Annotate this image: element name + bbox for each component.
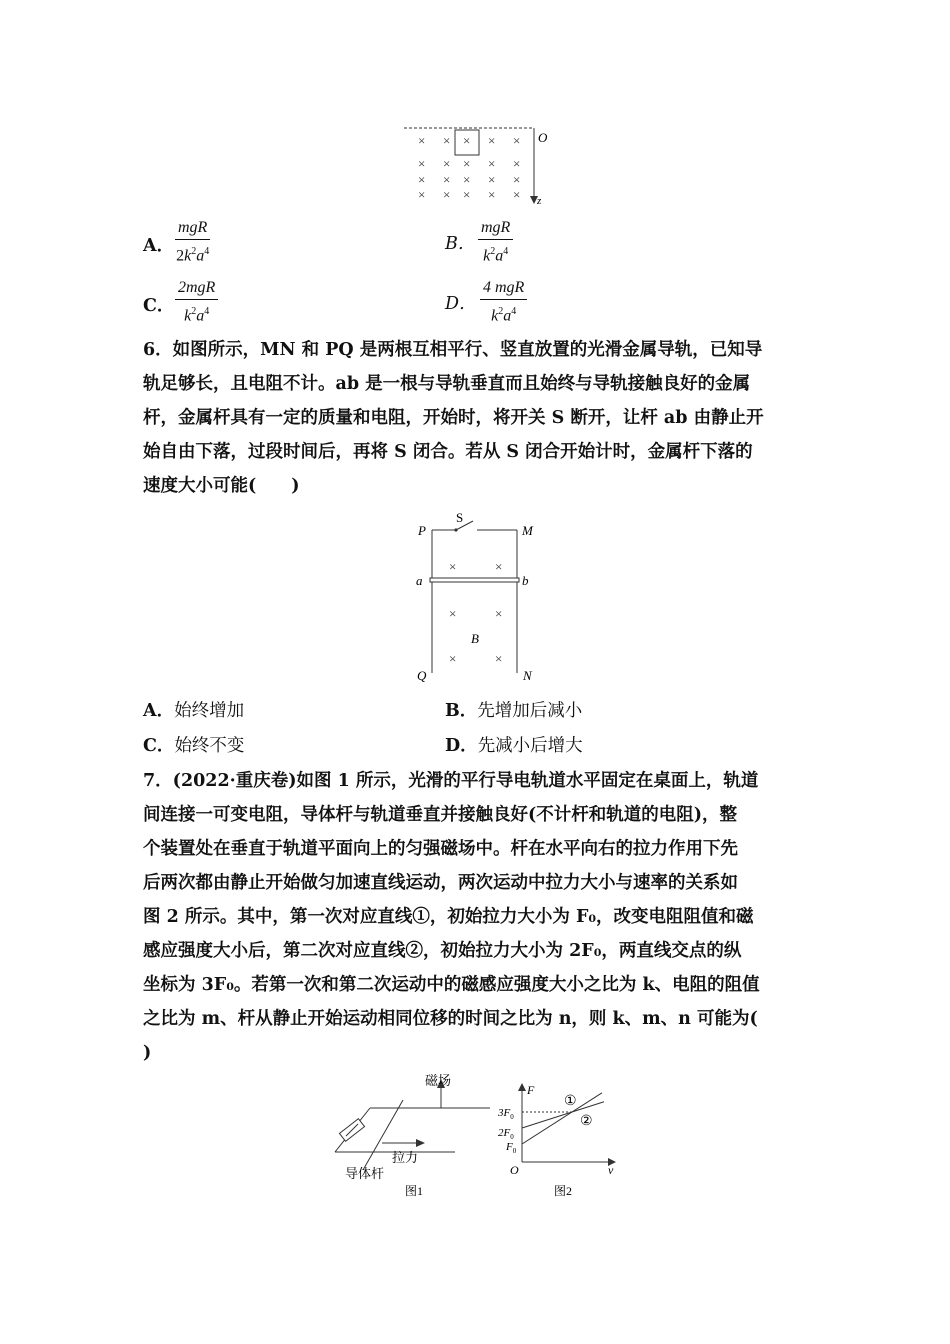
cross-mark: × [449, 559, 457, 574]
q6-line: 6．如图所示，MN 和 PQ 是两根互相平行、竖直放置的光滑金属导轨，已知导 [143, 340, 763, 360]
question-7-text [143, 764, 808, 1070]
q6-option-d[interactable]: D．先减小后增大 [445, 736, 583, 756]
cross-mark: × [418, 156, 426, 171]
top-field-figure [400, 122, 560, 208]
q7-line: ) [143, 1043, 152, 1063]
v-axis-label: v [608, 1163, 614, 1177]
cross-mark: × [463, 172, 471, 187]
cross-mark: × [418, 187, 426, 202]
figure-1 [330, 1070, 500, 1200]
cross-mark: × [443, 187, 451, 202]
q5-option-b-label[interactable]: B． [445, 234, 476, 254]
q7-line: 之比为 m、杆从静止开始运动相同位移的时间之比为 n，则 k、m、n 可能为( [143, 1009, 758, 1029]
origin-label: O [538, 130, 548, 145]
cross-mark: × [443, 172, 451, 187]
f-axis-label: F [527, 1083, 535, 1097]
cross-mark: × [443, 133, 451, 148]
q7-line: 个装置处在垂直于轨道平面向上的匀强磁场中。杆在水平向右的拉力作用下先 [143, 839, 738, 859]
q5-option-a-label[interactable]: A． [143, 236, 175, 256]
force-label: 拉力 [392, 1150, 419, 1165]
rails-figure [410, 508, 550, 688]
cross-mark: × [449, 651, 457, 666]
cross-mark: × [513, 133, 521, 148]
label-M: M [522, 523, 533, 538]
cross-mark: × [495, 559, 503, 574]
cross-mark: × [488, 187, 496, 202]
label-S: S [456, 510, 464, 525]
figure-2 [492, 1078, 622, 1200]
q5-option-c-fraction: 2mgR $k^2a^4$ [175, 277, 218, 328]
label-P: P [418, 523, 426, 538]
line-2-label: ② [580, 1114, 593, 1129]
cross-mark: × [418, 133, 426, 148]
q7-line: 后两次都由静止开始做匀加速直线运动，两次运动中拉力大小与速率的关系如 [143, 873, 738, 893]
cross-mark: × [495, 606, 503, 621]
q5-option-b-fraction: mgR $k^2a^4$ [478, 217, 513, 268]
q7-line: 坐标为 3F₀。若第一次和第二次运动中的磁感应强度大小之比为 k、电阻的阻值 [143, 975, 760, 995]
q5-option-c-label[interactable]: C． [143, 296, 175, 316]
q6-line: 始自由下落，过段时间后，再将 S 闭合。若从 S 闭合开始计时，金属杆下落的 [143, 442, 753, 462]
q7-line: 7．(2022·重庆卷)如图 1 所示，光滑的平行导电轨道水平固定在桌面上，轨道 [143, 771, 759, 791]
cross-mark: × [488, 133, 496, 148]
q7-line: 图 2 所示。其中，第一次对应直线①，初始拉力大小为 F₀，改变电阻阻值和磁 [143, 907, 754, 927]
q6-option-c[interactable]: C．始终不变 [143, 736, 245, 756]
label-B: B [471, 631, 479, 646]
cross-mark: × [513, 156, 521, 171]
cross-mark: × [463, 133, 471, 148]
cross-mark: × [488, 156, 496, 171]
q6-line: 轨足够长，且电阻不计。ab 是一根与导轨垂直而且始终与导轨接触良好的金属 [143, 374, 751, 394]
q6-line: 杆，金属杆具有一定的质量和电阻，开始时，将开关 S 断开，让杆 ab 由静止开 [143, 408, 764, 428]
cross-mark: × [488, 172, 496, 187]
origin-label: O [510, 1163, 519, 1177]
q7-line: 间连接一可变电阻，导体杆与轨道垂直并接触良好(不计杆和轨道的电阻)，整 [143, 805, 738, 825]
field-crosses [418, 133, 520, 202]
figure-2-caption: 图2 [554, 1184, 573, 1198]
label-Q: Q [417, 668, 427, 683]
cross-mark: × [449, 606, 457, 621]
field-label: 磁场 [425, 1073, 452, 1088]
rail-field-crosses [449, 559, 502, 666]
rod-label: 导体杆 [345, 1166, 385, 1181]
q6-option-a[interactable]: A．始终增加 [143, 701, 245, 721]
tick-2f0: $2F_0$ [498, 1127, 514, 1141]
label-b: b [522, 573, 529, 588]
q6-line: 速度大小可能( ) [143, 476, 300, 496]
q6-option-b[interactable]: B．先增加后减小 [445, 701, 583, 721]
cross-mark: × [463, 187, 471, 202]
z-axis-label: z [537, 195, 542, 207]
cross-mark: × [513, 187, 521, 202]
q5-option-a-fraction: mgR $2k^2a^4$ [176, 219, 210, 265]
cross-mark: × [513, 172, 521, 187]
cross-mark: × [443, 156, 451, 171]
tick-3f0: $3F_0$ [498, 1107, 514, 1121]
label-a: a [416, 573, 423, 588]
label-N: N [523, 668, 532, 683]
figure-1-caption: 图1 [405, 1184, 424, 1198]
q5-option-d-fraction: 4 mgR $k^2a^4$ [480, 277, 527, 328]
q7-line: 感应强度大小后，第二次对应直线②，初始拉力大小为 2F₀，两直线交点的纵 [143, 941, 742, 961]
question-6-text [143, 333, 808, 503]
cross-mark: × [418, 172, 426, 187]
line-1-label: ① [564, 1094, 577, 1109]
q5-option-d-label[interactable]: D． [445, 294, 477, 314]
cross-mark: × [463, 156, 471, 171]
cross-mark: × [495, 651, 503, 666]
tick-f0: $F_0$ [506, 1141, 517, 1155]
